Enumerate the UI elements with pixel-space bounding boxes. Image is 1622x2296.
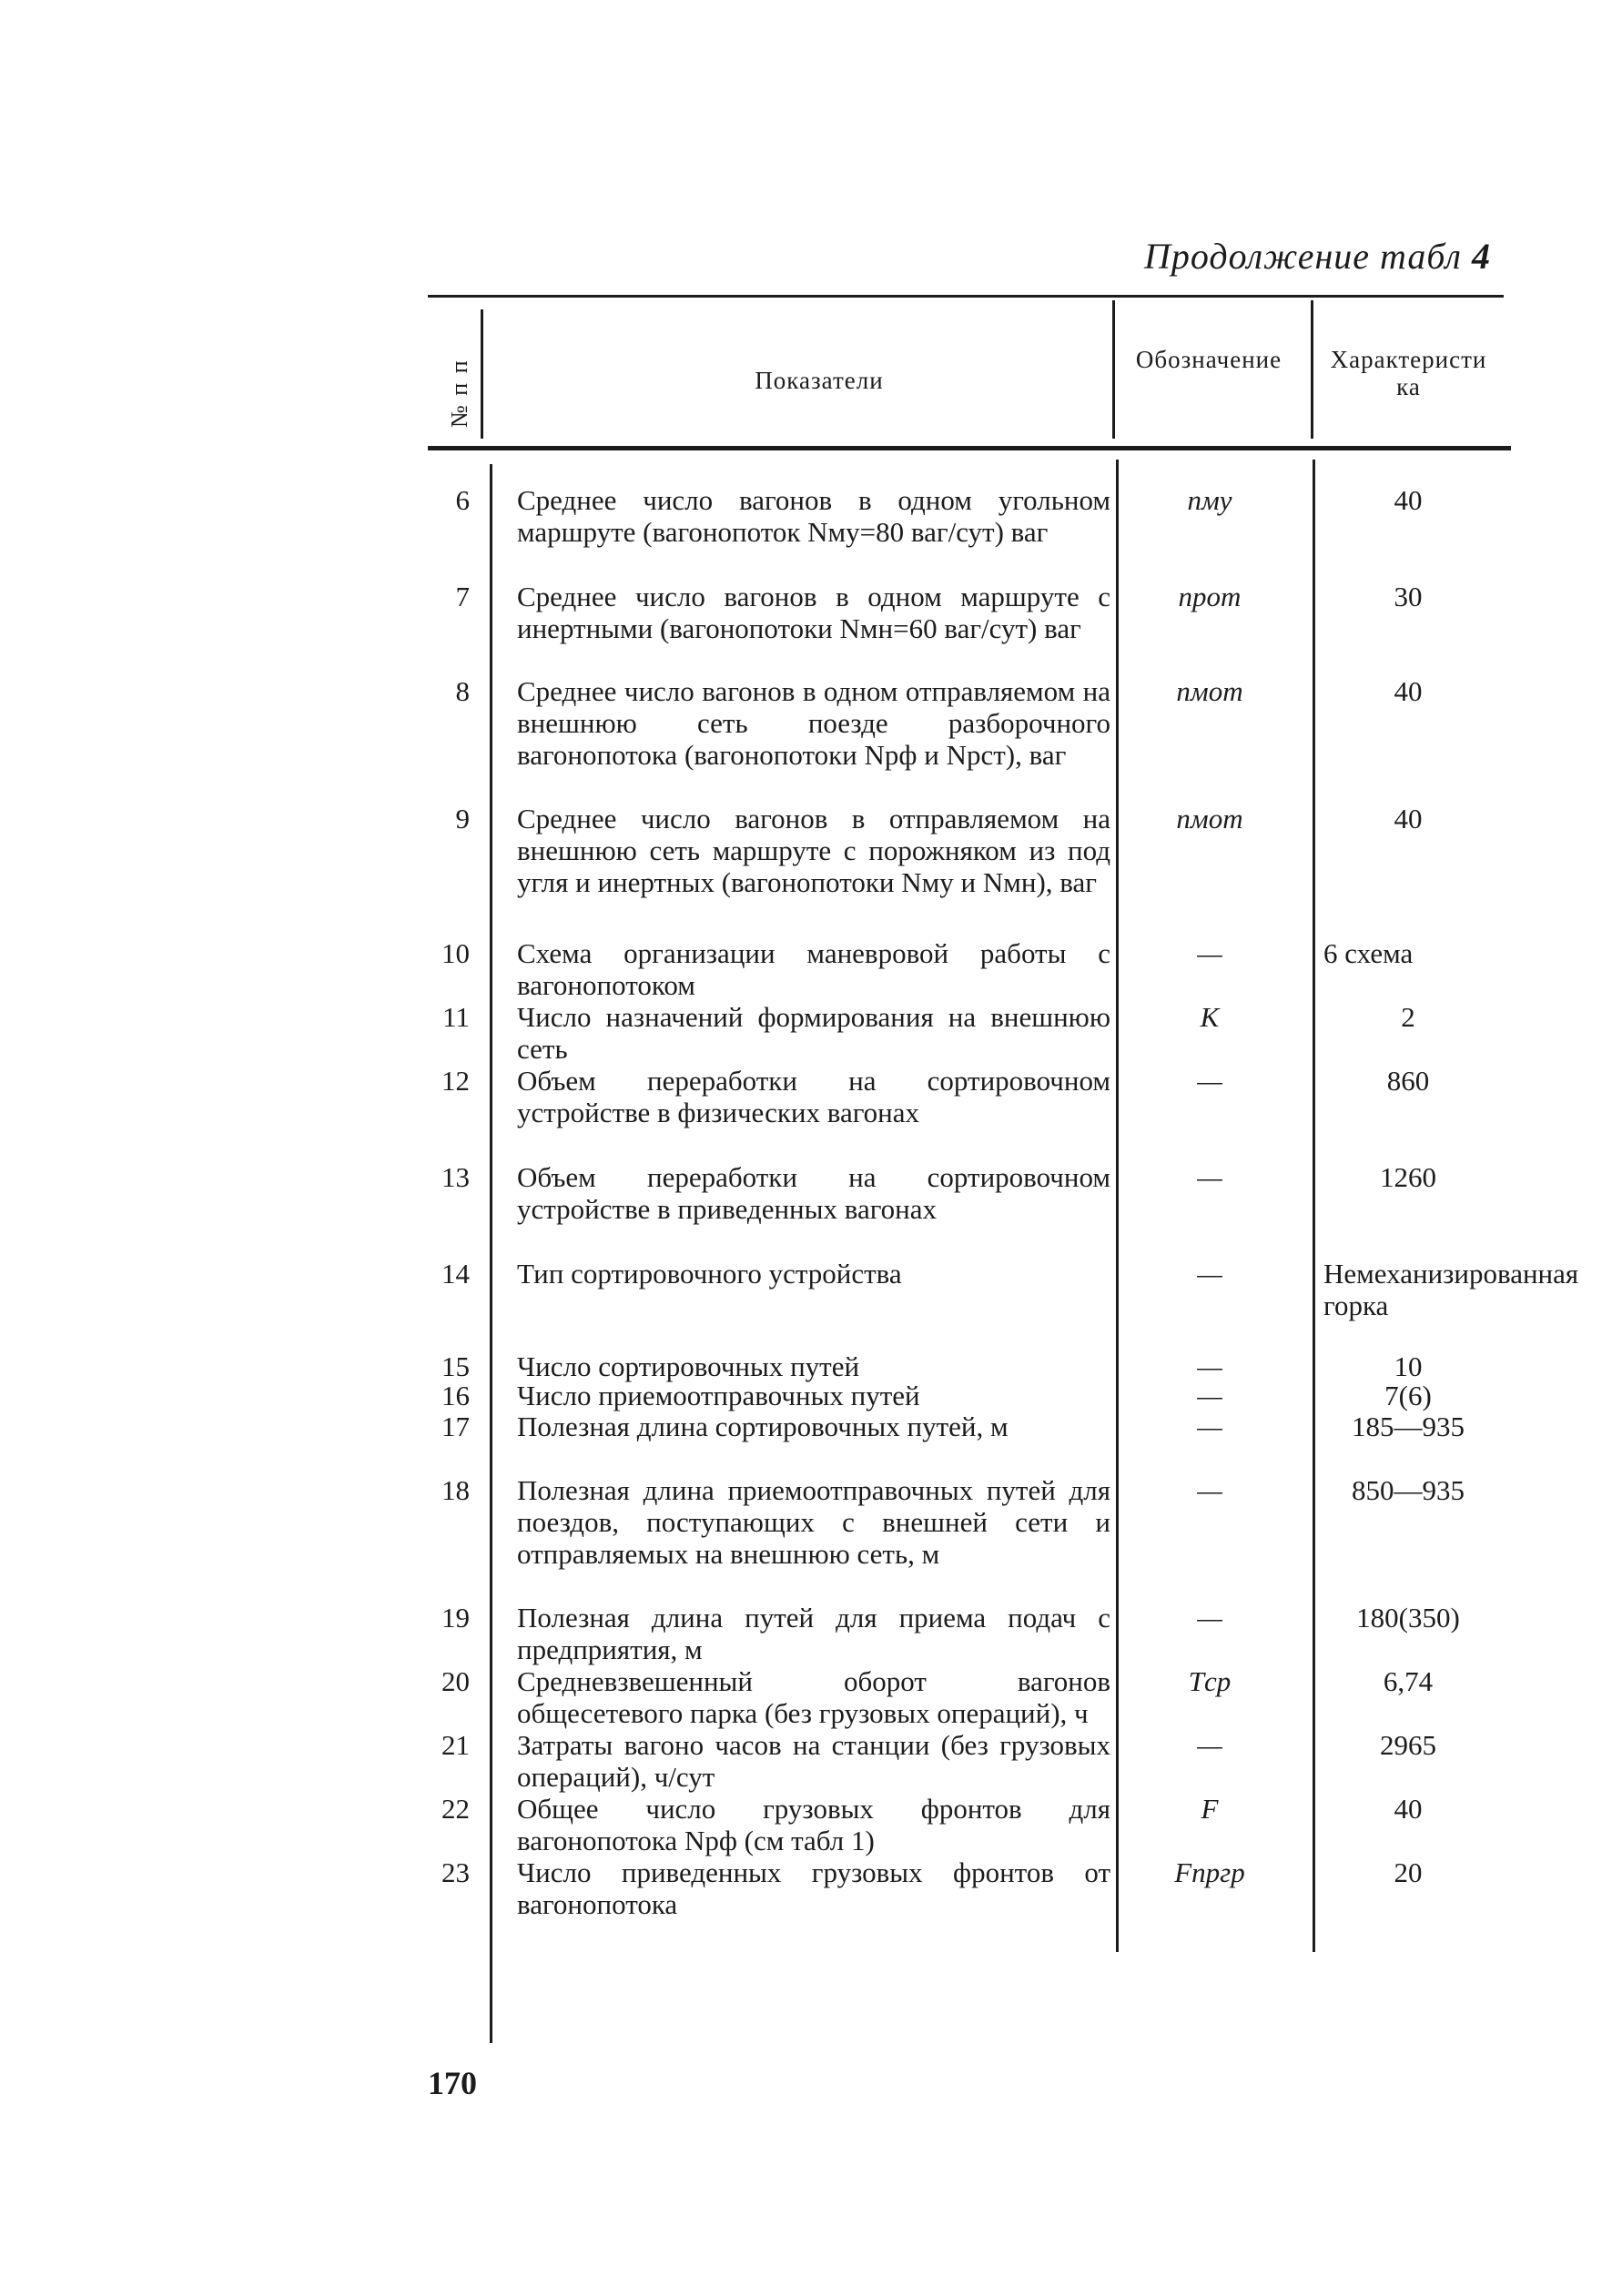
row-number: 13	[441, 1161, 470, 1193]
row-indicator: Среднее число вагонов в отправляемом на внешнюю сеть маршруте с порожняком из под угля и инертных (вагонопотоки Nму и Nмн), ваг	[517, 803, 1110, 898]
row-number: 21	[441, 1729, 470, 1761]
row-value: 20	[1394, 1856, 1423, 1888]
row-symbol: nрот	[1178, 581, 1242, 612]
table-top-rule	[428, 295, 1504, 298]
table-caption	[1144, 235, 1491, 278]
row-number: 22	[441, 1793, 470, 1825]
row-number: 17	[441, 1411, 470, 1442]
row-symbol: —	[1197, 1411, 1222, 1442]
row-number: 6	[455, 484, 470, 516]
row-value: 185—935	[1352, 1411, 1465, 1442]
table-header-rule	[428, 446, 1511, 450]
row-symbol: —	[1197, 1729, 1222, 1761]
row-number: 9	[455, 803, 470, 834]
row-number: 19	[441, 1602, 470, 1633]
row-number: 10	[441, 937, 470, 969]
row-symbol: K	[1200, 1001, 1220, 1033]
row-indicator: Число назначений формирования на внешнюю сеть	[517, 1001, 1110, 1065]
row-symbol: —	[1197, 1350, 1222, 1382]
row-symbol: —	[1197, 937, 1222, 969]
row-indicator: Средневзвешенный оборот вагонов общесетевого парка (без грузовых операций), ч	[517, 1665, 1110, 1729]
row-value: 40	[1394, 803, 1423, 834]
row-number: 23	[441, 1856, 470, 1888]
row-indicator: Схема организации маневровой работы с вагонопотоком	[517, 937, 1110, 1001]
column-divider	[1112, 300, 1115, 439]
row-symbol: nму	[1187, 484, 1232, 516]
row-indicator: Число сортировочных путей	[517, 1350, 860, 1382]
row-indicator: Объем переработки на сортировочном устройстве в физических вагонах	[517, 1065, 1110, 1128]
header-row-number: № п п	[446, 359, 472, 428]
row-value: 30	[1394, 581, 1423, 612]
row-indicator: Среднее число вагонов в одном угольном маршруте (вагонопоток Nму=80 ваг/сут) ваг	[517, 484, 1110, 548]
row-indicator: Объем переработки на сортировочном устройстве в приведенных вагонах	[517, 1161, 1110, 1225]
row-indicator: Затраты вагоно часов на станции (без грузовых операций), ч/сут	[517, 1729, 1110, 1793]
row-value: 40	[1394, 484, 1423, 516]
row-indicator: Полезная длина сортировочных путей, м	[517, 1411, 1009, 1442]
row-number: 15	[441, 1350, 470, 1382]
row-value: 180(350)	[1356, 1602, 1460, 1633]
row-number: 11	[442, 1001, 470, 1033]
column-divider	[1311, 300, 1313, 439]
row-indicator: Среднее число вагонов в одном маршруте с инертными (вагонопотоки Nмн=60 ваг/сут) ваг	[517, 581, 1110, 644]
row-number: 18	[441, 1474, 470, 1506]
row-symbol: —	[1197, 1161, 1222, 1193]
row-indicator: Тип сортировочного устройства	[517, 1258, 902, 1290]
row-value: 860	[1386, 1065, 1430, 1097]
row-symbol: —	[1197, 1474, 1222, 1506]
row-symbol: Fпргр	[1174, 1856, 1245, 1888]
row-value: 6,74	[1383, 1665, 1434, 1697]
row-symbol: —	[1197, 1065, 1222, 1097]
row-symbol: nмот	[1176, 675, 1243, 707]
row-symbol: —	[1197, 1258, 1222, 1290]
row-value: 40	[1394, 1793, 1423, 1825]
row-value: 2965	[1380, 1729, 1436, 1761]
row-value: 2	[1401, 1001, 1415, 1033]
row-number: 12	[441, 1065, 470, 1097]
row-symbol: F	[1201, 1793, 1219, 1825]
row-value: 40	[1394, 675, 1423, 707]
column-divider	[481, 309, 483, 439]
row-indicator: Полезная длина приемоотправочных путей для поездов, поступающих с внешней сети и отправляемых на внешнюю сеть, м	[517, 1474, 1110, 1570]
row-number: 7	[455, 581, 470, 612]
row-value: 7(6)	[1384, 1380, 1432, 1411]
row-value: 850—935	[1352, 1474, 1465, 1506]
caption-table-number: 4	[1472, 236, 1491, 277]
header-symbol: Обозначение	[1135, 346, 1282, 373]
page-number: 170	[428, 2065, 477, 2101]
row-indicator: Полезная длина путей для приема подач с предприятия, м	[517, 1602, 1110, 1665]
row-symbol: —	[1197, 1602, 1222, 1633]
row-indicator: Число приемоотправочных путей	[517, 1380, 920, 1411]
row-indicator: Среднее число вагонов в одном отправляемом на внешнюю сеть поезде разборочного вагонопотока (вагонопотоки Nрф и Nрст), ваг	[517, 675, 1110, 771]
row-value: 6 схема	[1323, 937, 1414, 969]
row-number: 16	[441, 1380, 470, 1411]
column-divider	[490, 464, 492, 2043]
header-indicator: Показатели	[755, 367, 884, 394]
row-symbol: nмот	[1176, 803, 1243, 834]
row-symbol: —	[1197, 1380, 1222, 1411]
row-indicator: Общее число грузовых фронтов для вагонопотока Nрф (см табл 1)	[517, 1793, 1110, 1856]
caption-text: Продолжение табл	[1143, 236, 1462, 277]
row-value: Немеханизированная горка	[1323, 1258, 1579, 1321]
row-value: 1260	[1380, 1161, 1436, 1193]
row-indicator: Число приведенных грузовых фронтов от вагонопотока	[517, 1856, 1110, 1920]
row-value: 10	[1394, 1350, 1423, 1382]
column-divider	[1313, 460, 1315, 1952]
row-symbol: Tср	[1188, 1665, 1232, 1697]
row-number: 14	[441, 1258, 470, 1290]
header-value: Характеристика	[1330, 346, 1487, 400]
row-number: 8	[455, 675, 470, 707]
row-number: 20	[441, 1665, 470, 1697]
